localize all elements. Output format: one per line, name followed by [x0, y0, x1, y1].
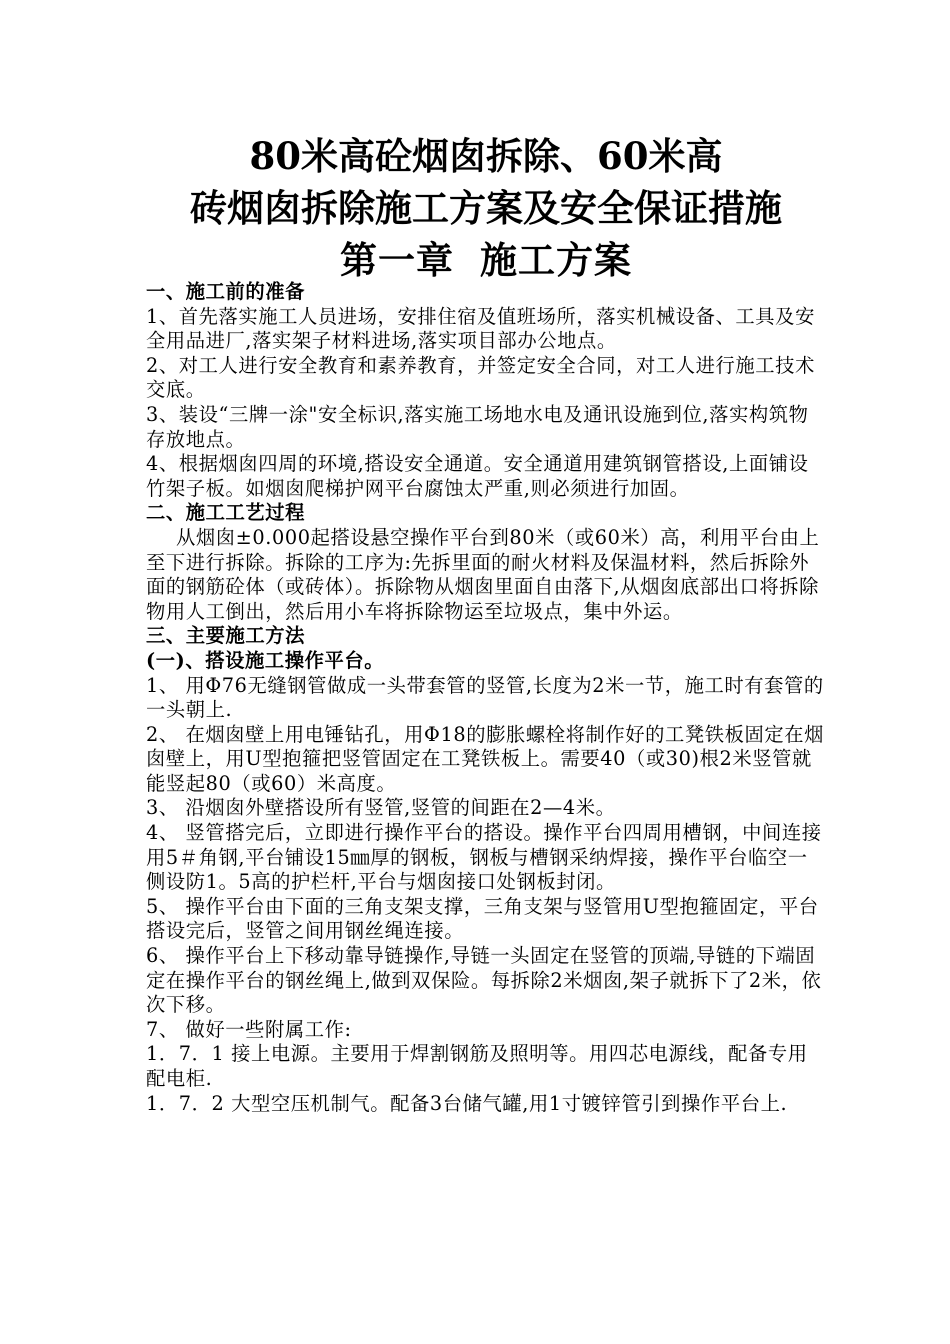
- paragraph-method-7-1: 1．7．1 接上电源。主要用于焊割钢筋及照明等。用四芯电源线，配备专用配电柜.: [146, 1042, 808, 1090]
- chapter-name: 施工方案: [480, 238, 632, 282]
- paragraph-1: 1、首先落实施工人员进场，安排住宿及值班场所，落实机械设备、工具及安全用品进厂,落实架子材料进场,落实项目部办公地点。: [146, 304, 815, 353]
- paragraph-method-4: 4、 竖管搭完后，立即进行操作平台的搭设。操作平台四周用槽钢，中间连接用5＃角钢,平台铺设15㎜厚的钢板，钢板与槽钢采纳焊接，操作平台临空一侧设防1。5高的护栏杆,平台与烟囱接口处钢板封闭。: [146, 821, 822, 894]
- paragraph-method-7-2: 1．7．2 大型空压机制气。配备3台储气罐,用1寸镀锌管引到操作平台上.: [146, 1091, 788, 1115]
- paragraph-method-6: 6、 操作平台上下移动靠导链操作,导链一头固定在竖管的顶端,导链的下端固定在操作平台的钢丝绳上,做到双保险。每拆除2米烟囱,架子就拆下了2米，依次下移。: [146, 944, 822, 1017]
- document-body: [146, 280, 826, 1116]
- paragraph-3: 3、装设“三牌一涂"安全标识,落实施工场地水电及通讯设施到位,落实构筑物存放地点。: [146, 402, 809, 451]
- chapter-title: [146, 234, 826, 284]
- paragraph-process: 从烟囱±0.000起搭设悬空操作平台到80米（或60米）高，利用平台由上至下进行拆除。拆除的工序为:先拆里面的耐火材料及保温材料，然后拆除外面的钢筋砼体（或砖体）。拆除物从烟囱里面自由落下,从烟囱底部出口将拆除物用人工倒出，然后用小车将拆除物运至垃圾点，集中外运。: [146, 525, 820, 623]
- document-page: [146, 130, 826, 1116]
- paragraph-method-1: 1、 用Φ76无缝钢管做成一头带套管的竖管,长度为2米一节，施工时有套管的一头朝上.: [146, 673, 824, 722]
- paragraph-2: 2、对工人进行安全教育和素养教育，并签定安全合同，对工人进行施工技术交底。: [146, 353, 815, 402]
- section-heading-methods: 三、主要施工方法: [146, 624, 306, 648]
- section-heading-preparation: 一、施工前的准备: [146, 280, 306, 303]
- document-title-line-2: 砖烟囱拆除施工方案及安全保证措施: [190, 186, 782, 230]
- section-heading-process: 二、施工工艺过程: [146, 501, 306, 525]
- subsection-heading-platform: (一)、搭设施工操作平台。: [146, 648, 385, 672]
- paragraph-method-2: 2、 在烟囱壁上用电锤钻孔，用Φ18的膨胀螺栓将制作好的工凳铁板固定在烟囱壁上，用U型抱箍把竖管固定在工凳铁板上。需要40（或30)根2米竖管就能竖起80（或60）米高度。: [146, 722, 825, 795]
- paragraph-method-7: 7、 做好一些附属工作:: [146, 1017, 352, 1041]
- chapter-label: 第一章: [340, 238, 454, 282]
- document-title-line-1: 80米高砼烟囱拆除、60米高: [249, 134, 723, 178]
- paragraph-method-5: 5、 操作平台由下面的三角支架支撑，三角支架与竖管用U型抱箍固定，平台搭设完后，竖管之间用钢丝绳连接。: [146, 894, 819, 943]
- paragraph-method-3: 3、 沿烟囱外壁搭设所有竖管,竖管的间距在2—4米。: [146, 796, 616, 820]
- paragraph-4: 4、根据烟囱四周的环境,搭设安全通道。安全通道用建筑钢管搭设,上面铺设竹架子板。如烟囱爬梯护网平台腐蚀太严重,则必须进行加固。: [146, 452, 809, 500]
